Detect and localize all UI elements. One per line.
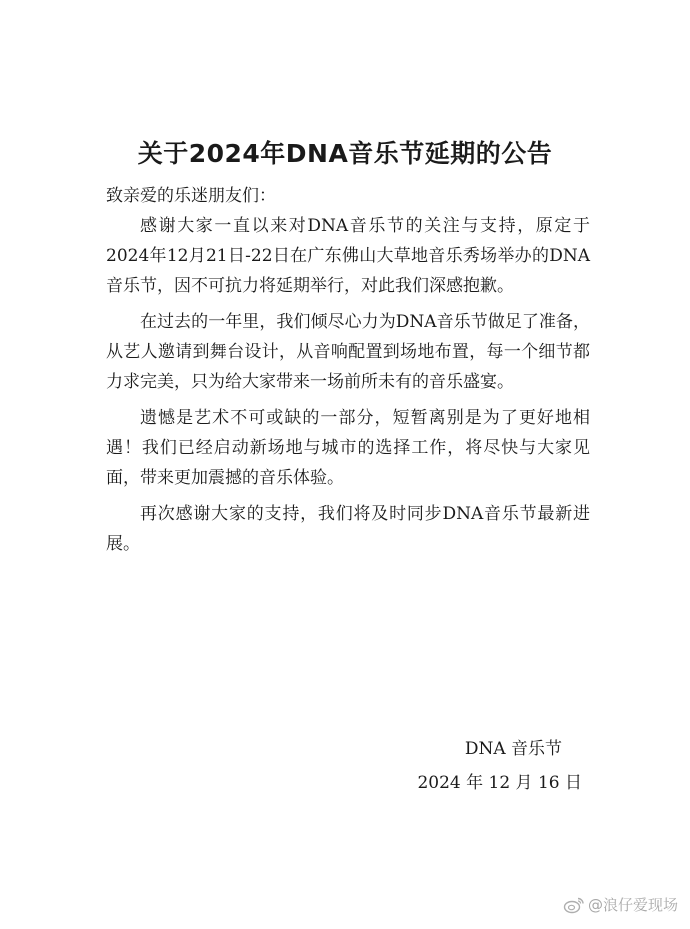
paragraph-2: 在过去的一年里，我们倾尽心力为DNA音乐节做足了准备，从艺人邀请到舞台设计，从音响配置到场地布置，每一个细节都力求完美，只为给大家带来一场前所未有的音乐盛宴。 [106,312,590,392]
paragraph-4: 再次感谢大家的支持，我们将及时同步DNA音乐节最新进展。 [106,504,590,554]
salutation: 致亲爱的乐迷朋友们： [106,186,276,206]
signature-organization: DNA 音乐节 [464,739,562,759]
paragraph-1: 感谢大家一直以来对DNA音乐节的关注与支持，原定于2024年12月21日-22日在广东佛山大草地音乐秀场举办的DNA音乐节，因不可抗力将延期举行，对此我们深感抱歉。 [106,216,590,296]
watermark [563,894,678,915]
notice-title: 关于2024年DNA音乐节延期的公告 [137,139,553,168]
notice-body [106,181,590,565]
paragraph-3: 遗憾是艺术不可或缺的一部分，短暂离别是为了更好地相遇！我们已经启动新场地与城市的选择工作，将尽快与大家见面，带来更加震撼的音乐体验。 [106,408,590,488]
signature-date: 2024 年 12 月 16 日 [417,773,582,793]
watermark-handle: @浪仔爱现场 [587,896,678,914]
signature-block [417,732,582,800]
weibo-logo-icon [563,896,585,914]
